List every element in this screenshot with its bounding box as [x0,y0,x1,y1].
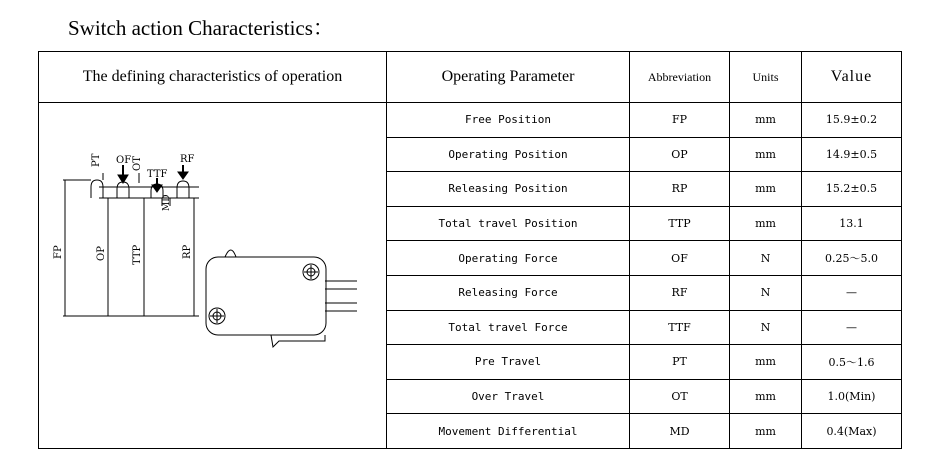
value-cell: 0.25～5.0 [802,241,902,276]
value-cell: 13.1 [802,206,902,241]
value-cell: — [802,275,902,310]
switch-action-diagram [39,103,386,439]
abbreviation-cell: PT [630,345,730,380]
abbreviation-cell: OP [630,137,730,172]
label-ot: OT [132,156,143,171]
parameter-cell: Over Travel [387,379,630,414]
label-op: OP [96,246,107,261]
abbreviation-cell: RF [630,275,730,310]
value-cell: 15.9±0.2 [802,103,902,138]
unit-cell: mm [730,172,802,207]
parameter-cell: Free Position [387,103,630,138]
unit-cell: mm [730,103,802,138]
unit-cell: mm [730,414,802,449]
value-cell: 0.4(Max) [802,414,902,449]
unit-cell: mm [730,206,802,241]
label-rf: RF [180,154,195,165]
parameter-cell: Releasing Position [387,172,630,207]
characteristics-table [38,51,902,449]
microswitch-drawing [206,250,357,347]
abbreviation-cell: RP [630,172,730,207]
header-units: Units [730,52,802,103]
header-value: Value [802,52,902,103]
parameter-cell: Movement Differential [387,414,630,449]
value-cell: 15.2±0.5 [802,172,902,207]
header-parameter: Operating Parameter [387,52,630,103]
parameter-cell: Operating Position [387,137,630,172]
parameter-cell: Releasing Force [387,275,630,310]
abbreviation-cell: TTF [630,310,730,345]
table-header-row [39,52,902,103]
parameter-cell: Pre Travel [387,345,630,380]
unit-cell: N [730,275,802,310]
label-md: MD [162,194,172,211]
label-rp: RP [182,244,193,259]
value-cell: 1.0(Min) [802,379,902,414]
header-abbreviation: Abbreviation [630,52,730,103]
unit-cell: mm [730,345,802,380]
abbreviation-cell: FP [630,103,730,138]
abbreviation-cell: TTP [630,206,730,241]
value-cell: 14.9±0.5 [802,137,902,172]
abbreviation-cell: MD [630,414,730,449]
unit-cell: N [730,310,802,345]
value-cell: — [802,310,902,345]
value-cell: 0.5～1.6 [802,345,902,380]
parameter-cell: Total travel Position [387,206,630,241]
abbreviation-cell: OT [630,379,730,414]
label-fp: FP [53,245,64,259]
page-title: Switch action Characteristics： [68,16,334,40]
abbreviation-cell: OF [630,241,730,276]
label-of: OF [116,155,132,166]
unit-cell: N [730,241,802,276]
unit-cell: mm [730,137,802,172]
label-ttp: TTP [132,244,143,265]
parameter-cell: Total travel Force [387,310,630,345]
unit-cell: mm [730,379,802,414]
label-pt: PT [91,153,102,167]
diagram-cell [39,103,387,449]
parameter-cell: Operating Force [387,241,630,276]
label-ttf: TTF [147,169,168,180]
table-row [39,103,902,138]
header-characteristics: The defining characteristics of operation [39,52,387,103]
